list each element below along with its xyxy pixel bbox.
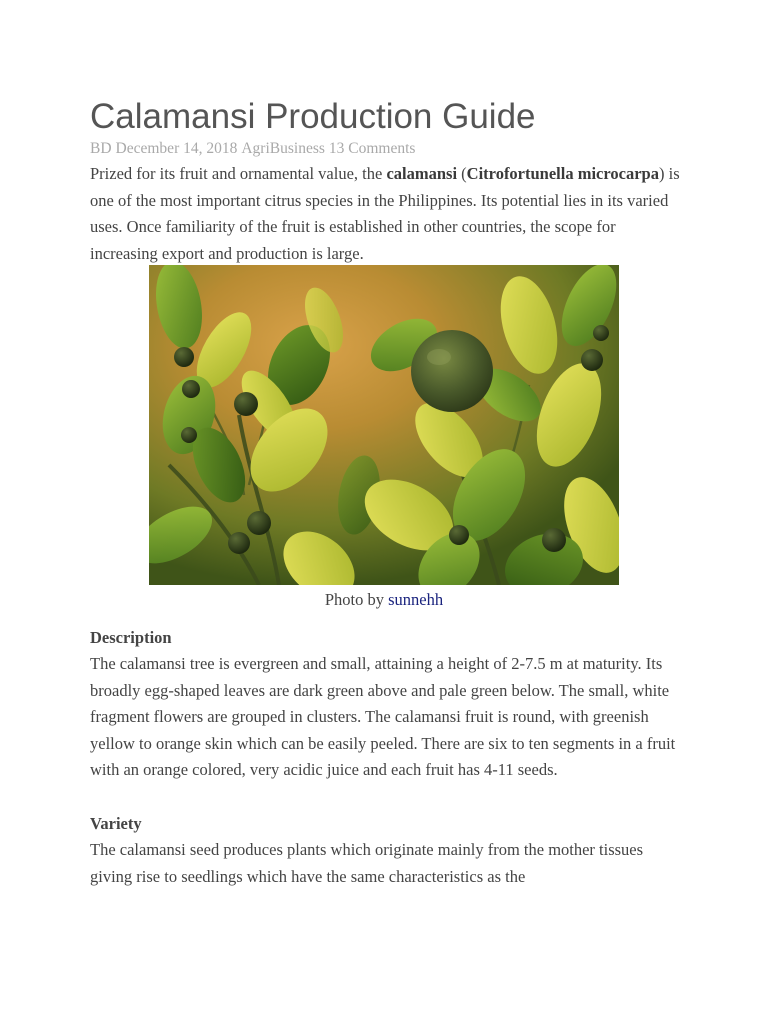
- meta-comments[interactable]: 13 Comments: [328, 140, 416, 157]
- caption-prefix: Photo by: [324, 590, 389, 609]
- variety-paragraph: The calamansi seed produces plants which originate mainly from the mother tissues giving rise to seedlings which have the same characteristics as the: [90, 840, 644, 886]
- meta-date[interactable]: December 14, 2018: [115, 140, 238, 157]
- intro-bold-scientific-name: Citrofortunella microcarpa: [466, 164, 659, 183]
- description-paragraph: The calamansi tree is evergreen and small, attaining a height of 2-7.5 m at maturity. Its broadly egg-shaped leaves are dark green above and pale green below. The small, white fragment flowers are grouped in clusters. The calamansi fruit is round, with greenish yellow to orange skin which can be easily peeled. There are six to ten segments in a fruit with an orange colored, very acidic juice and each fruit has 4-11 seeds.: [90, 654, 676, 779]
- intro-text-1: Prized for its fruit and ornamental value, the: [90, 164, 387, 183]
- intro-paragraph: [90, 161, 680, 267]
- variety-heading: Variety: [90, 814, 142, 833]
- meta-category[interactable]: AgriBusiness: [241, 140, 325, 157]
- intro-text-2: (: [457, 164, 467, 183]
- article-meta: [90, 139, 419, 159]
- photo-caption: [0, 589, 768, 611]
- intro-text-3: ) is one of the most important citrus species in the Philippines. Its potential lies in its varied uses. Once familiarity of the fruit is established in other countries, the scope for increasing export and production is large.: [90, 164, 680, 263]
- description-heading: Description: [90, 628, 172, 647]
- article-title: Calamansi Production Guide: [90, 97, 536, 136]
- intro-bold-calamansi: calamansi: [386, 164, 458, 183]
- photo-credit-link[interactable]: sunnehh: [388, 590, 444, 609]
- meta-author[interactable]: BD: [90, 140, 112, 157]
- calamansi-photo: [149, 265, 619, 585]
